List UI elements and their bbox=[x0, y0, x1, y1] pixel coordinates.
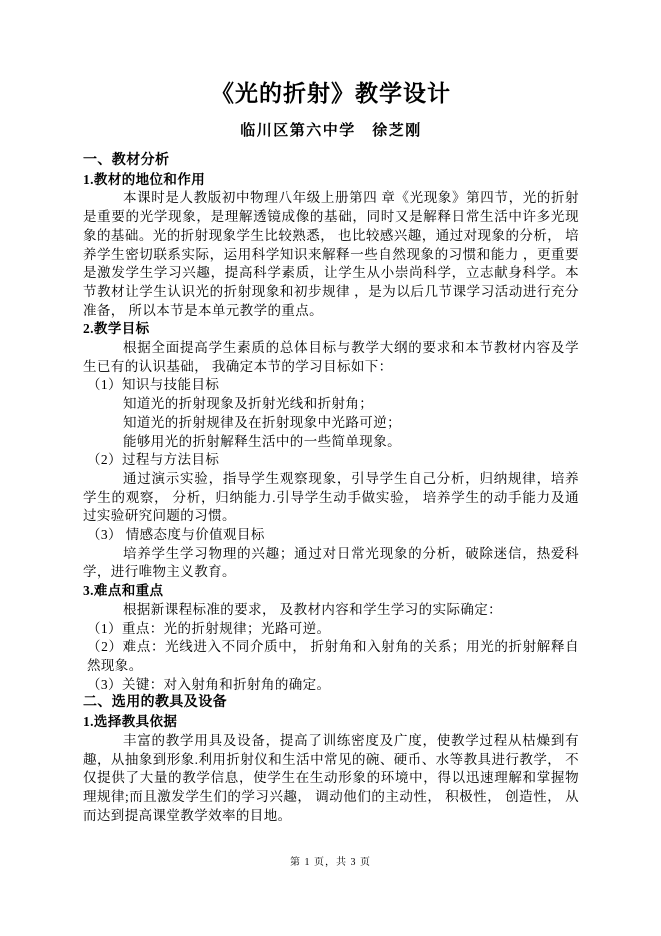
subsection-heading: 2.教学目标 bbox=[83, 321, 150, 337]
page-number: 第 1 页，共 3 页 bbox=[290, 857, 371, 868]
subsection-heading: 1.选择教具依据 bbox=[83, 714, 178, 730]
objective-line: 知道光的折射现象及折射光线和折射角； bbox=[123, 396, 374, 412]
list-item: （3） 情感态度与价值观目标 bbox=[87, 527, 265, 543]
subsection-heading: 1.教材的地位和作用 bbox=[83, 171, 206, 187]
list-item: （1）重点：光的折射规律；光路可逆。 bbox=[87, 620, 331, 636]
paragraph: 本课时是人教版初中物理八年级上册第四 章《光现象》第四节，光的折射是重要的光学现象，是理解透镜成像的基础，同时又是解释日常生活中许多光现象的基础。光的折射现象学生比较熟悉， 也比较感兴趣，通过对现象的分析， 培养学生密切联系实际，运用科学知识来解释一些自然现象的习惯和能力 ，更重要是激发学生学习兴趣，提高科学素质，让学生从小崇尚科学，立志献身科学。本节教材让学生认识光的折射现象和初步规律 ，是为以后几节课学习活动进行充分准备， 所以本节是本单元教学的重点。 bbox=[83, 190, 579, 318]
objective-line: 能够用光的折射解释生活中的一些简单现象。 bbox=[123, 433, 401, 449]
list-item: （1）知识与技能目标 bbox=[87, 377, 220, 393]
document-content bbox=[83, 82, 579, 825]
section-heading: 二、选用的教具及设备 bbox=[83, 695, 227, 711]
list-item: （2）难点：光线进入不同介质中， 折射角和入射角的关系；用光的折射解释自然现象。 bbox=[87, 639, 579, 673]
document-title: 《光的折射》教学设计 bbox=[211, 81, 451, 106]
paragraph: 丰富的教学用具及设备，提高了训练密度及广度，使教学过程从枯燥到有趣，从抽象到形象.利用折射仪和生活中常见的碗、硬币、水等教具进行教学， 不仅提供了大量的教学信息，使学生在生动形象的环境中，得以迅速理解和掌握物理规律;而且激发学生们的学习兴趣， 调动他们的主动性， 积极性， 创造性， 从而达到提高课堂教学效率的目地。 bbox=[83, 732, 579, 823]
objective-line: 知道光的折射规律及在折射现象中光路可逆； bbox=[123, 414, 401, 430]
paragraph: 根据新课程标准的要求， 及教材内容和学生学习的实际确定： bbox=[123, 601, 503, 617]
author-line: 临川区第六中学 徐芝刚 bbox=[240, 123, 422, 139]
subsection-heading: 3.难点和重点 bbox=[83, 583, 164, 599]
paragraph: 根据全面提高学生素质的总体目标与教学大纲的要求和本节教材内容及学生已有的认识基础， 我确定本节的学习目标如下： bbox=[83, 340, 579, 374]
list-item: （2）过程与方法目标 bbox=[87, 452, 220, 468]
section-heading: 一、教材分析 bbox=[83, 153, 170, 168]
paragraph: 培养学生学习物理的兴趣；通过对日常光现象的分析，破除迷信，热爱科学，进行唯物主义教育。 bbox=[83, 545, 579, 580]
paragraph: 通过演示实验，指导学生观察现象，引导学生自己分析，归纳规律，培养学生的观察， 分析，归纳能力.引导学生动手做实验， 培养学生的动手能力及通过实验研究问题的习惯。 bbox=[83, 470, 579, 524]
document-body bbox=[83, 152, 579, 825]
list-item: （3）关键：对入射角和折射角的确定。 bbox=[87, 676, 331, 692]
